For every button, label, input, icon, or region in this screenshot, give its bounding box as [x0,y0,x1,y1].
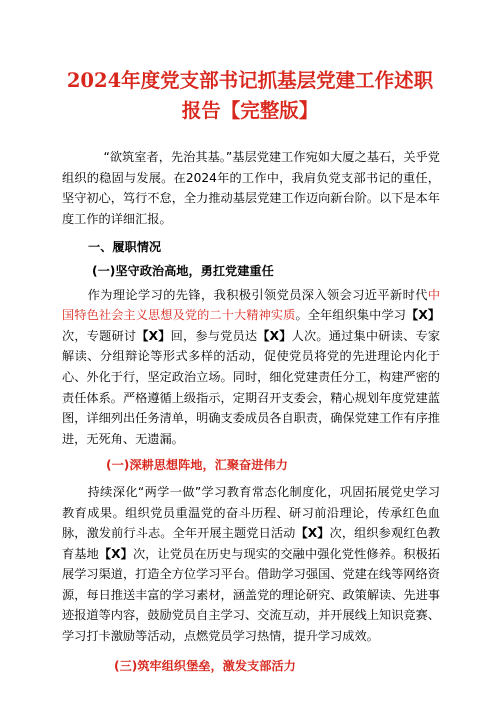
title-line-2: 报告【完整版】 [181,99,319,122]
document-title [60,66,440,126]
section-heading-performance: 一、履职情况 [88,240,162,255]
paragraph-study-education [62,482,440,647]
text-span: 。全年组织集中学习 [295,308,407,323]
text-span: 持续深化“两学一做”学习教育常态化制度化，巩固拓展党史学习教育成果。组织党员重温党的奋斗历程、研习前沿理论，传承红色血脉，激发前行斗志。全年开展主题党日活动 [62,484,440,541]
text-span: 次，让党员在历史与现实的交融中强化党性修养。积极拓展学习渠道，打造全方位学习平台。借助学习强国、党建在线等网络资源，每日推送丰富的学习素材，涵盖党的理论研究、政策解读、先进事迹报道等内容，鼓励党员自主学习、交流互动，并开展线上知识竞赛、学习打卡激励等活动，点燃党员学习热情，提升学习成效。 [62,546,440,644]
title-line-1: 2024年度党支部书记抓基层党建工作述职 [66,69,434,92]
text-span: 次，组织参观红色教育基地 [62,526,441,561]
text-span: 人次。通过集中研读、专家解读、分组辩论等形式多样的活动，促使党员将党的先进理论内化于心、外化于行，坚定政治立场。同时，细化党建责任分工，构建严密的责任体系。严格遵循上级指示，定期召开支委会，精心规划年度党建蓝图，详细列出任务清单，明确支委成员各自职责，确保党建工作有序推进，无死角、无遗漏。 [62,328,441,446]
document-body [62,147,440,676]
subsection-heading-political: (一)坚守政治高地，勇扛党建重任 [92,263,274,278]
placeholder-mark: 【X】 [257,328,292,343]
placeholder-mark: 【X】 [98,546,133,561]
text-span: 作为理论学习的先锋，我积极引领党员深入领会习近平新时代 [87,287,428,302]
placeholder-mark: 【X】 [406,308,441,323]
highlighted-text: 中国特色社会主义思想及党的二十大精神实质 [62,287,440,323]
text-span: 回，参与党员达 [170,328,258,343]
subsection-heading-ideology: (一)深耕思想阵地，汇聚奋进伟力 [106,458,288,473]
subsection-heading-organization: (三)筑牢组织堡垒，激发支部活力 [114,658,296,673]
text-span: 次，专题研讨 [62,328,137,343]
paragraph-theory-study [62,285,440,450]
placeholder-mark: 【X】 [136,328,171,343]
placeholder-mark: 【X】 [295,526,330,541]
intro-paragraph: “欲筑室者，先治其基。”基层党建工作宛如大厦之基石，关乎党组织的稳固与发展。在2024年的工作中，我肩负党支部书记的重任，坚守初心，笃行不怠，全力推动基层党建工作迈向新台阶。以下是本年度工作的详细汇报。 [62,150,440,226]
